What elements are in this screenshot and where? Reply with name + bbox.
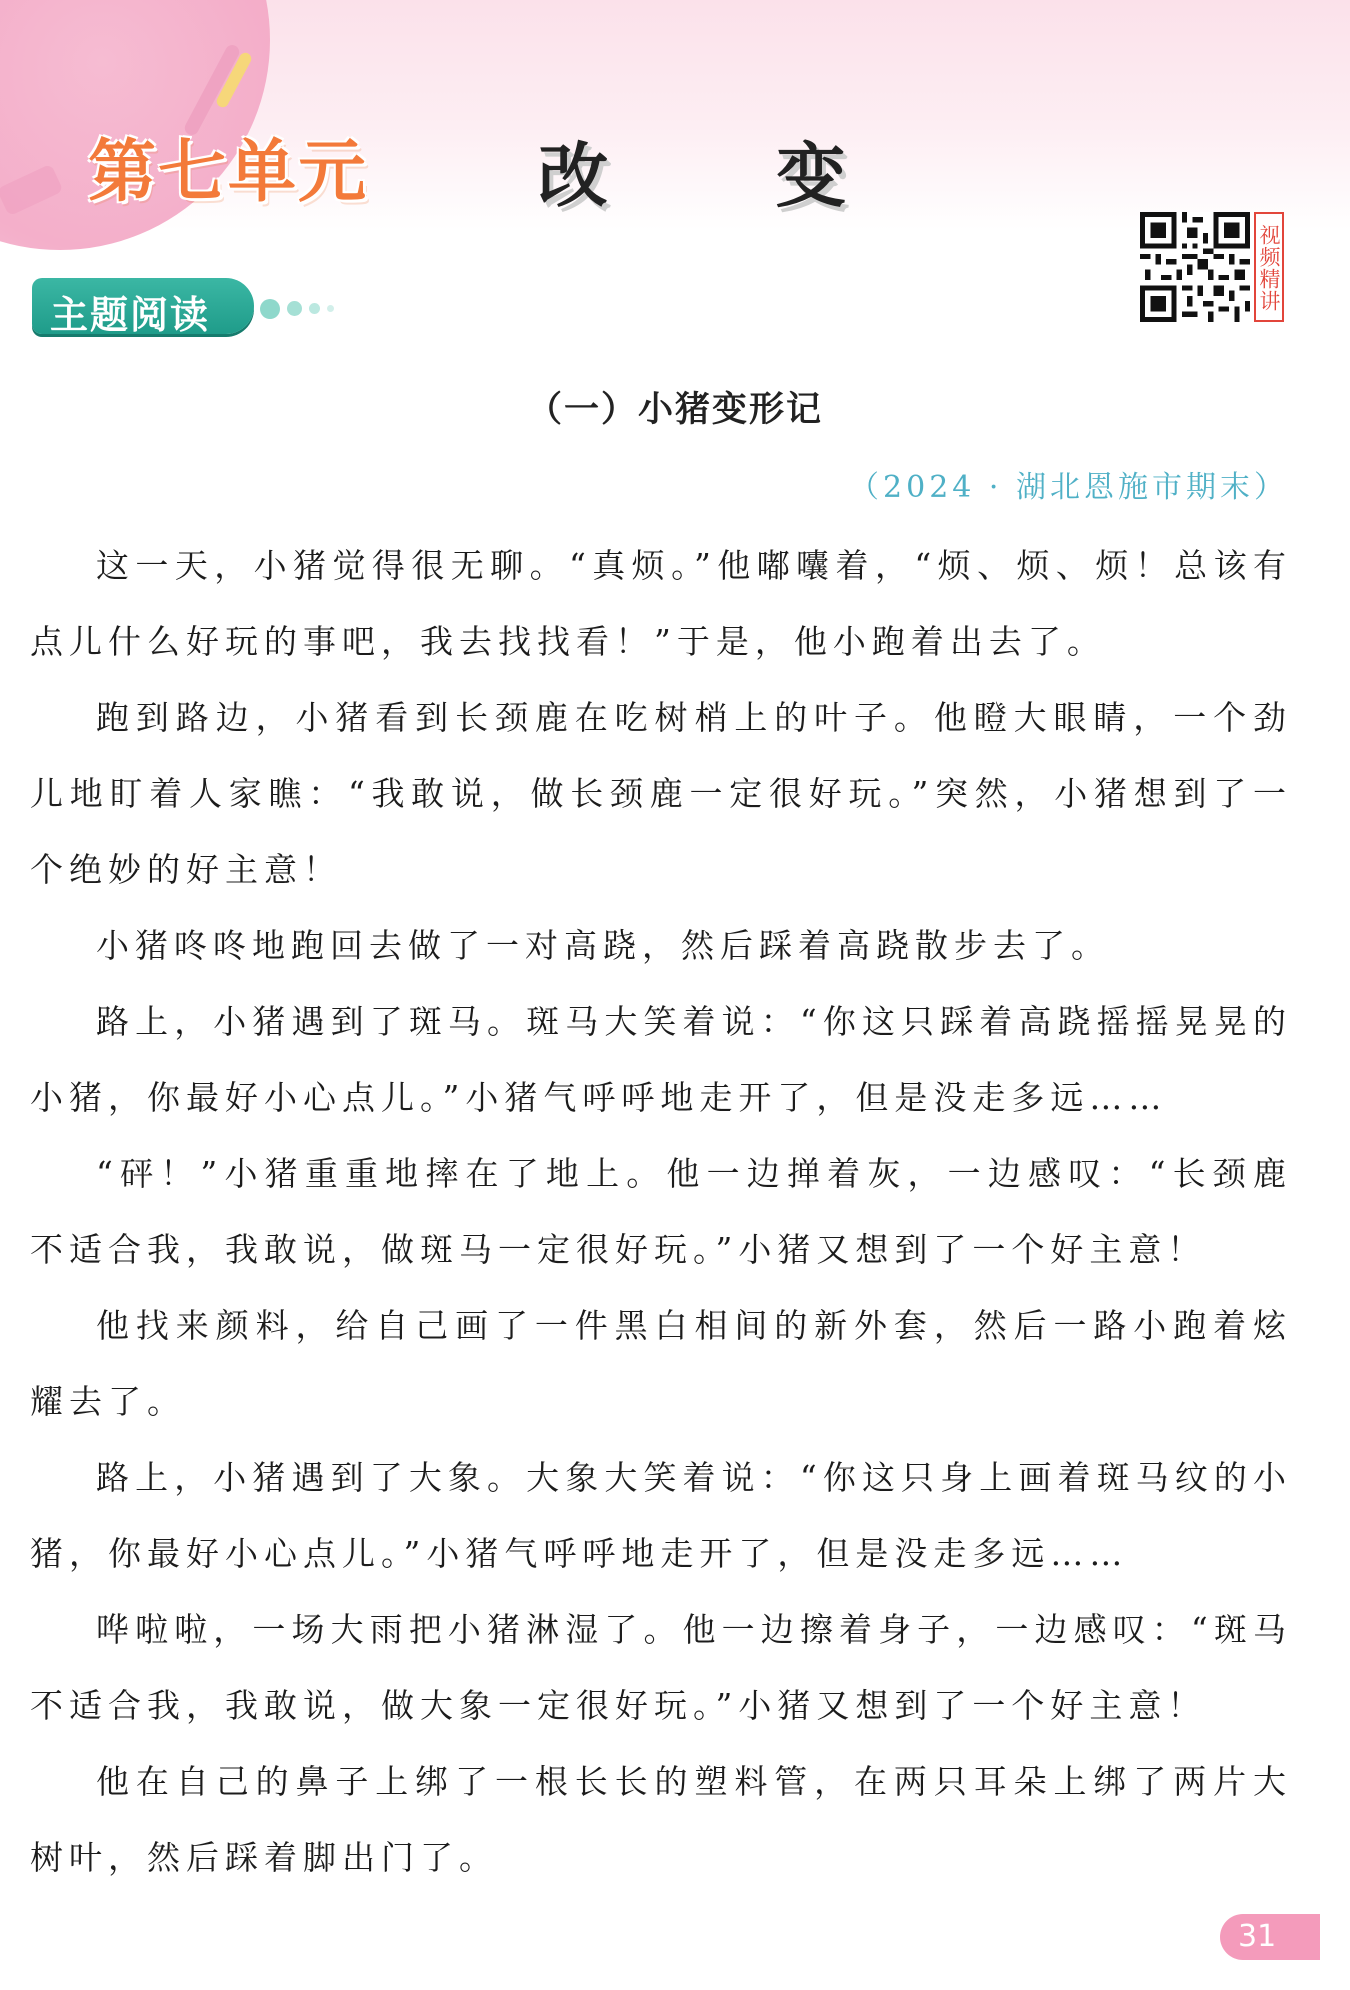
- paragraph: 哗啦啦，一场大雨把小猪淋湿了。他一边擦着身子，一边感叹：“斑马不适合我，我敢说，做大象一定很好玩。”小猪又想到了一个好主意！: [30, 1610, 1292, 1725]
- dot-icon: [309, 303, 320, 314]
- unit-title: 第七单元: [88, 133, 369, 212]
- page-number: 31: [1220, 1914, 1320, 1960]
- paragraph: 跑到路边，小猪看到长颈鹿在吃树梢上的叶子。他瞪大眼睛，一个劲儿地盯着人家瞧：“我敢说，做长颈鹿一定很好玩。”突然，小猪想到了一个绝妙的好主意！: [30, 698, 1292, 889]
- section-badge: [32, 278, 254, 337]
- paragraph: 他找来颜料，给自己画了一件黑白相间的新外套，然后一路小跑着炫耀去了。: [30, 1306, 1292, 1421]
- badge-dots-decoration: [260, 298, 341, 319]
- qr-code-icon[interactable]: [1140, 212, 1250, 322]
- paragraph: 小猪咚咚地跑回去做了一对高跷，然后踩着高跷散步去了。: [96, 926, 1110, 965]
- video-lecture-label[interactable]: 视频精讲: [1254, 212, 1284, 322]
- paragraph: 路上，小猪遇到了斑马。斑马大笑着说：“你这只踩着高跷摇摇晃晃的小猪，你最好小心点儿。”小猪气呼呼地走开了，但是没走多远……: [30, 1002, 1292, 1117]
- dot-icon: [327, 305, 334, 312]
- dot-icon: [287, 301, 302, 316]
- unit-theme: 改变: [538, 135, 1014, 217]
- story-source: （2024 · 湖北恩施市期末）: [849, 470, 1288, 505]
- section-badge-label: 主题阅读: [50, 293, 211, 337]
- paragraph: 他在自己的鼻子上绑了一根长长的塑料管，在两只耳朵上绑了两片大树叶，然后踩着脚出门了。: [30, 1762, 1292, 1877]
- story-body: [30, 528, 1292, 1896]
- video-qr-block[interactable]: [1140, 212, 1288, 322]
- paragraph: 路上，小猪遇到了大象。大象大笑着说：“你这只身上画着斑马纹的小猪，你最好小心点儿。”小猪气呼呼地走开了，但是没走多远……: [30, 1458, 1292, 1573]
- paragraph: “砰！”小猪重重地摔在了地上。他一边掸着灰，一边感叹：“长颈鹿不适合我，我敢说，做斑马一定很好玩。”小猪又想到了一个好主意！: [30, 1154, 1292, 1269]
- paragraph: 这一天，小猪觉得很无聊。“真烦。”他嘟囔着，“烦、烦、烦！总该有点儿什么好玩的事吧，我去找找看！”于是，他小跑着出去了。: [30, 546, 1292, 661]
- story-title: （一）小猪变形记: [526, 390, 823, 430]
- dot-icon: [260, 299, 280, 319]
